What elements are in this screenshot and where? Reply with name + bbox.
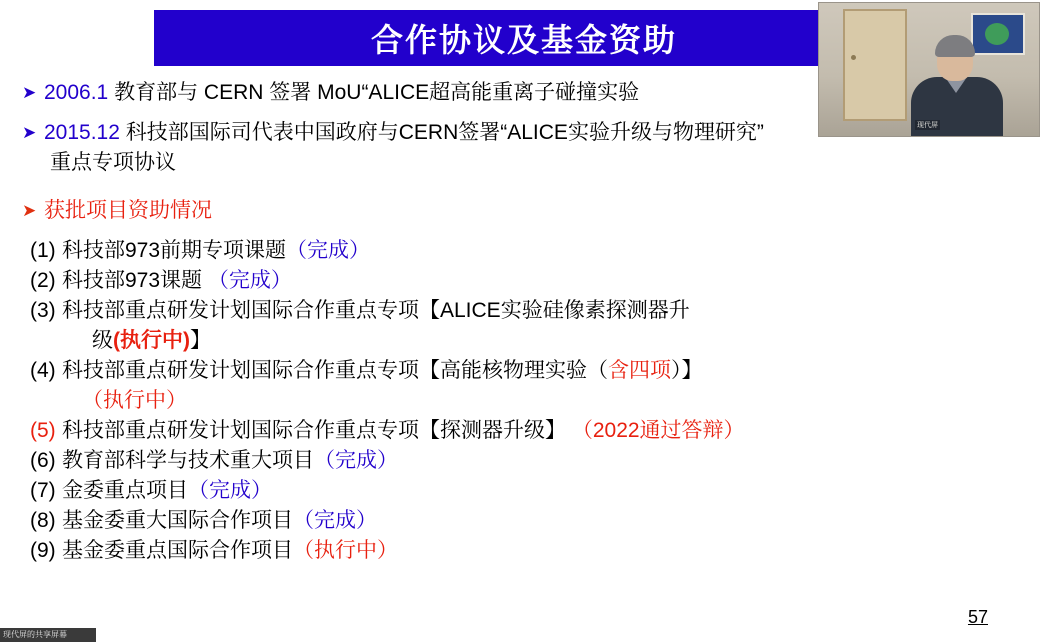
list-item (0, 506, 1040, 536)
list-item-number: (1) (30, 239, 56, 262)
list-item-highlight: 含四项 (608, 359, 671, 382)
list-item-text: 科技部重点研发计划国际合作重点专项【ALICE实验硅像素探测器升 (62, 299, 690, 322)
list-item-text: 金委重点项目 (62, 479, 188, 502)
list-item-number: (5) (30, 419, 56, 442)
arrow-bullet-icon: ➤ (22, 123, 37, 142)
list-item (0, 296, 1040, 326)
list-item-text: 基金委重大国际合作项目 (62, 509, 293, 532)
list-item-number: (9) (30, 539, 56, 562)
bullet-2-continuation: 重点专项协议 (50, 151, 176, 174)
arrow-bullet-icon: ➤ (22, 83, 37, 102)
list-item-status: （执行中） (293, 539, 398, 562)
list-item-text: 基金委重点国际合作项目 (62, 539, 293, 562)
list-item-status: （完成） (286, 239, 371, 262)
list-item-text: 科技部973前期专项课题 (62, 239, 287, 262)
bullet-1-text: 教育部与 CERN 签署 MoU (114, 81, 362, 104)
list-item-continuation (0, 326, 1040, 356)
list-item-text: 科技部重点研发计划国际合作重点专项【高能核物理实验（ (62, 359, 608, 382)
slide-body (0, 78, 1040, 566)
list-item-bracket-close: ）】 (671, 359, 703, 382)
list-item-text: 科技部重点研发计划国际合作重点专项【探测器升级】 (62, 419, 572, 442)
slide-title-banner (154, 10, 894, 66)
list-item (0, 236, 1040, 266)
screen-share-watermark: 现代屏的共享屏幕 (0, 628, 96, 642)
list-item-status: （完成） (188, 479, 272, 502)
webcam-name-label: 现代屏 (917, 122, 938, 129)
list-item (0, 446, 1040, 476)
list-item-number: (4) (30, 359, 56, 382)
list-item-status: (执行中) (113, 329, 190, 352)
bullet-1-quote: “ALICE超高能重离子碰撞实验 (361, 81, 640, 104)
bullet-2-date: 2015.12 (44, 121, 126, 144)
list-item (0, 416, 1040, 446)
bullet-2-text: 科技部国际司代表中国政府与CERN签署“ALICE实验升级与物理研究” (125, 121, 764, 144)
list-item-text-wrap: 级 (92, 329, 113, 352)
list-item-number: (6) (30, 449, 56, 472)
list-item (0, 266, 1040, 296)
list-item-status: （完成） (293, 509, 377, 532)
webcam-wall-poster (971, 13, 1025, 55)
list-item-text: 科技部973课题 (62, 269, 208, 292)
list-item-bracket-close: 】 (190, 329, 211, 352)
list-item-status: （执行中） (82, 389, 187, 412)
list-item-continuation (0, 386, 1040, 416)
list-item-text: 教育部科学与技术重大项目 (62, 449, 314, 472)
list-item-number: (3) (30, 299, 56, 322)
bullet-1-date: 2006.1 (44, 81, 115, 104)
list-item (0, 536, 1040, 566)
list-item (0, 476, 1040, 506)
list-item-status: （2022通过答辩） (571, 419, 745, 442)
arrow-bullet-icon: ➤ (22, 201, 37, 220)
list-item-number: (8) (30, 509, 56, 532)
bullet-item-2 (0, 118, 1040, 148)
list-item-status: （完成） (314, 449, 398, 472)
list-item-number: (7) (30, 479, 56, 502)
page-title: 合作协议及基金资助 (370, 22, 677, 58)
section-header (0, 196, 1040, 226)
list-item (0, 356, 1040, 386)
bullet-item-1 (0, 78, 1040, 108)
list-item-status: （完成） (207, 269, 292, 292)
list-item-number: (2) (30, 269, 56, 292)
page-number: 57 (967, 607, 988, 627)
section-header-label: 获批项目资助情况 (44, 199, 212, 222)
